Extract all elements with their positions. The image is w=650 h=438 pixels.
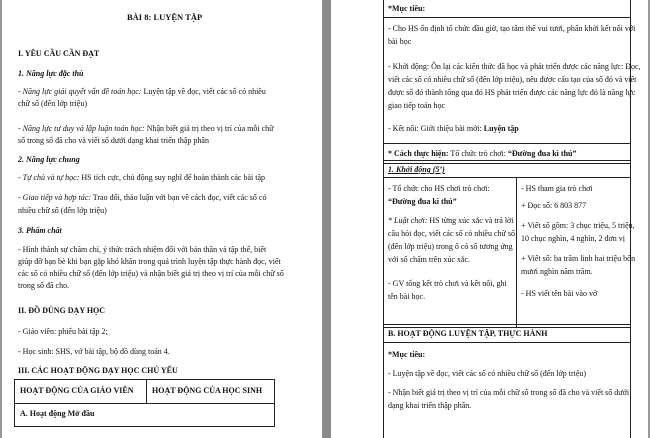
lesson-title: BÀI 8: LUYỆN TẬP <box>127 12 203 22</box>
objective-heading: *Mục tiêu: <box>388 4 426 13</box>
table-divider <box>383 177 631 178</box>
subheading-general-competence: 2. Năng lực chung <box>18 155 80 164</box>
paragraph-line: bài học <box>388 37 412 46</box>
warmup-heading: 1. Khởi động (5’) <box>388 165 445 174</box>
paragraph-line: - Khởi động: Ôn lại các kiến thức đã học và phát triển được các năng lực: Đọc, <box>388 62 641 71</box>
table-header-student: HOẠT ĐỘNG CỦA HỌC SINH <box>152 386 263 395</box>
section-heading-materials: II. ĐỒ DÙNG DẠY HỌC <box>18 306 106 315</box>
paragraph-line: + Đọc số: 6 803 877 <box>521 201 587 210</box>
paragraph-line: - Nhận biết giá trị theo vị trí của mỗi chữ số trong số đã cho và viết số dưới <box>388 388 630 397</box>
table-divider <box>516 177 517 328</box>
paragraph-line: trong số đã cho. <box>18 281 70 290</box>
paragraph-line: - Kết nối: Giới thiệu bài mới: Luyện tập <box>388 124 519 133</box>
objective-heading: *Mục tiêu: <box>388 350 426 359</box>
paragraph-line: - Tự chủ và tự học: HS tích cực, chủ động suy nghĩ để hoàn thành các bài tập <box>18 173 266 182</box>
subheading-qualities: 3. Phẩm chất <box>18 226 62 235</box>
document-page-right <box>331 0 648 438</box>
table-divider <box>146 379 147 403</box>
paragraph-line: số trong số đã cho và viết số dưới dạng khai triển thập phân <box>18 136 209 145</box>
subheading-specific-competence: 1. Năng lực đặc thù <box>18 69 84 78</box>
paragraph-line: được số đó thành tổng qua đó HS phát triển được các năng lực đó là năng lực <box>388 88 636 97</box>
section-heading-requirements: I. YÊU CẦU CẦN ĐẠT <box>18 49 100 58</box>
paragraph-line: giúp đỡ bạn bè khi bạn gặp khó khăn trong quá trình luyện tập thực hành đọc, viết <box>18 257 281 266</box>
paragraph-line: (đến lớp triệu) trong ô có số tương ứng <box>388 242 513 251</box>
document-page-left <box>2 0 322 438</box>
paragraph-line: * Luật chơi: HS từng xúc xắc và trả lời <box>388 216 514 225</box>
table-row-opening: A. Hoạt động Mở đầu <box>20 409 95 418</box>
table-divider <box>383 17 631 18</box>
page-gutter <box>322 0 331 438</box>
paragraph-line: - Giáo viên: phiếu bài tập 2; <box>18 327 108 336</box>
paragraph-line: - GV tổng kết trò chơi và kết nối, ghi <box>388 279 507 288</box>
paragraph-line: dạng khai triển thập phân. <box>388 401 472 410</box>
paragraph-line: viết các số có nhiều chữ số (đến lớp triệu), nêu được cấu tạo của số đó và viết <box>388 75 637 84</box>
paragraph-line: - Năng lực tư duy và lập luận toán học: Nhận biết giá trị theo vị trí của mỗi chữ <box>18 124 274 133</box>
table-divider <box>14 403 275 404</box>
paragraph-line: - Hình thành sự chăm chỉ, ý thức trách nhiệm đối với bản thân và tập thể, biết <box>18 245 267 254</box>
paragraph-line: + Viết số: ba trăm linh hai triệu bốn <box>521 254 636 263</box>
table-header-teacher: HOẠT ĐỘNG CỦA GIÁO VIÊN <box>20 386 134 395</box>
paragraph-line: - Năng lực giải quyết vấn đề toán học: Luyện tập về đọc, viết các số có nhiều <box>18 87 266 96</box>
paragraph-line: - Luyện tập về đọc, viết các số có nhiều chữ số (đến lớp triệu) <box>388 369 587 378</box>
paragraph-line: chữ số (đến lớp triệu) <box>18 99 87 108</box>
table-divider <box>383 342 631 343</box>
paragraph-line: giao tiếp toán học <box>388 101 446 110</box>
paragraph-line: câu hỏi đọc, viết các số có nhiều chữ số <box>388 229 515 238</box>
paragraph-line: các số có nhiều chữ số (đến lớp triệu) và nhận biết giá trị theo vị trí của mỗi chữ số <box>18 269 284 278</box>
paragraph-line: “Đường đua kì thú” <box>388 197 457 206</box>
paragraph-line: với số chấm trên xúc xắc. <box>388 255 470 264</box>
paragraph-line: - Giao tiếp và hợp tác: Trao đổi, thảo luận với bạn về cách đọc, viết các số có <box>18 193 267 202</box>
paragraph-line: nhiều chữ số (đến lớp triệu) <box>18 206 107 215</box>
paragraph-line: mươi nghìn năm trăm. <box>521 267 593 276</box>
paragraph-line: - Tổ chức cho HS chơi trò chơi: <box>388 184 490 193</box>
paragraph-line: - Cho HS ổn định tổ chức đầu giờ, tạo tâm thế vui tươi, phấn khởi kết nối với <box>388 24 636 33</box>
section-heading-practice: B. HOẠT ĐỘNG LUYỆN TẬP, THỰC HÀNH <box>388 329 548 338</box>
table-divider <box>383 143 631 144</box>
paragraph-line: - HS viết tên bài vào vở <box>521 289 598 298</box>
paragraph-line: tên bài học. <box>388 292 426 301</box>
paragraph-line: - HS tham gia trò chơi <box>521 184 593 193</box>
paragraph-line: - Học sinh: SHS, vở bài tập, bộ đồ dùng toán 4. <box>18 347 170 356</box>
paragraph-line: 10 chục nghìn, 4 nghìn, 2 đơn vị <box>521 234 625 243</box>
paragraph-line: * Cách thực hiện: Tổ chức trò chơi: “Đường đua kì thú” <box>388 149 577 158</box>
paragraph-line: + Viết số gồm: 3 chục triệu, 5 triệu, <box>521 221 635 230</box>
section-heading-activities: III. CÁC HOẠT ĐỘNG DẠY HỌC CHỦ YẾU <box>18 366 178 375</box>
